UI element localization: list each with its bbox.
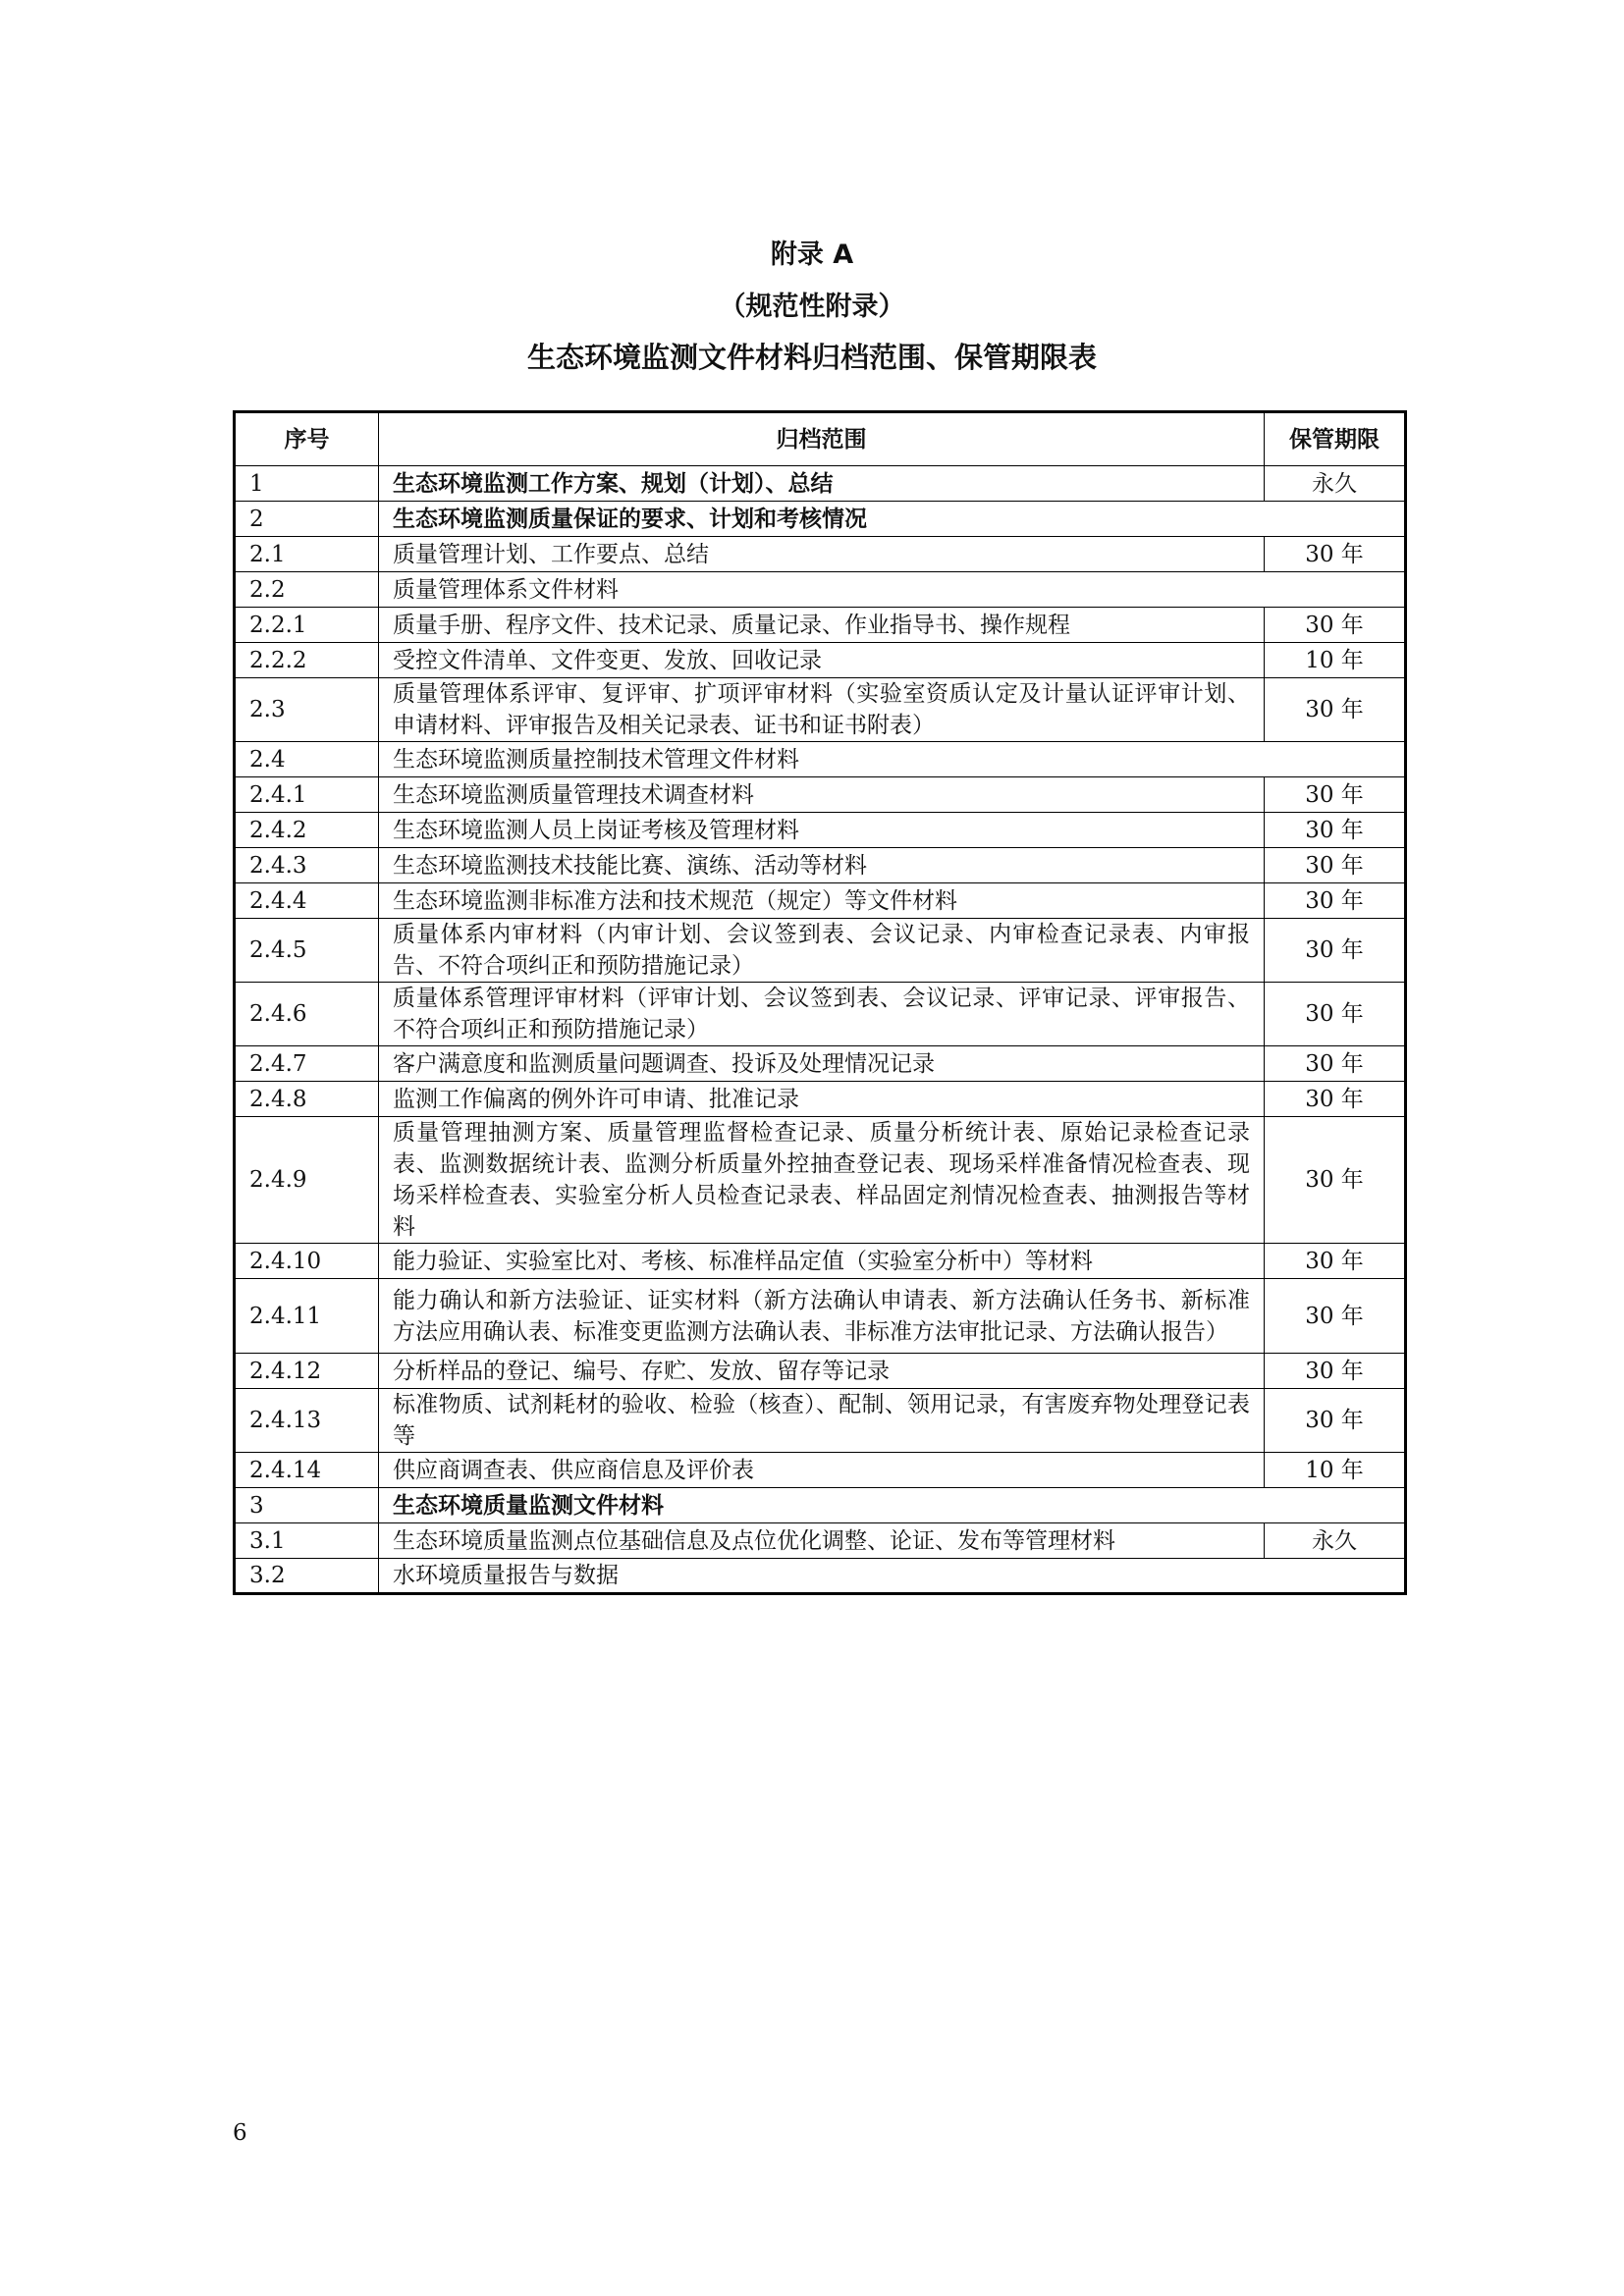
table-row [235,983,1406,1046]
table-row [235,572,1406,608]
table-body [235,466,1406,1594]
row-scope: 水环境质量报告与数据 [379,1559,1406,1594]
row-retention-period: 30 年 [1265,1082,1406,1117]
row-scope: 监测工作偏离的例外许可申请、批准记录 [379,1082,1265,1117]
table-row [235,813,1406,848]
row-number: 2.4.14 [235,1453,379,1488]
table-row [235,608,1406,643]
table-row [235,1354,1406,1389]
row-scope: 生态环境监测工作方案、规划（计划）、总结 [379,466,1265,502]
row-number: 2.4.11 [235,1279,379,1354]
table-row [235,678,1406,742]
row-number: 2.4.10 [235,1244,379,1279]
table-row [235,1046,1406,1082]
row-scope: 生态环境监测质量控制技术管理文件材料 [379,742,1406,777]
row-retention-period: 30 年 [1265,919,1406,983]
column-header-scope: 归档范围 [379,412,1265,466]
row-scope: 生态环境监测人员上岗证考核及管理材料 [379,813,1265,848]
table-row [235,919,1406,983]
row-scope: 生态环境质量监测文件材料 [379,1488,1406,1523]
appendix-label: 附录 A [770,240,854,270]
row-retention-period: 30 年 [1265,1389,1406,1453]
row-scope: 质量体系管理评审材料（评审计划、会议签到表、会议记录、评审记录、评审报告、不符合项纠正和预防措施记录） [379,983,1265,1046]
row-scope: 生态环境监测非标准方法和技术规范（规定）等文件材料 [379,883,1265,919]
row-retention-period: 10 年 [1265,1453,1406,1488]
row-retention-period: 30 年 [1265,1354,1406,1389]
row-scope: 供应商调查表、供应商信息及评价表 [379,1453,1265,1488]
row-number: 3 [235,1488,379,1523]
table-row [235,1453,1406,1488]
row-number: 2.3 [235,678,379,742]
table-row [235,1082,1406,1117]
table-row [235,1279,1406,1354]
page-number: 6 [233,2120,247,2146]
table-row [235,1117,1406,1244]
row-scope: 质量管理体系评审、复评审、扩项评审材料（实验室资质认定及计量认证评审计划、申请材料、评审报告及相关记录表、证书和证书附表） [379,678,1265,742]
row-retention-period: 30 年 [1265,1117,1406,1244]
row-number: 2.2 [235,572,379,608]
table-row [235,466,1406,502]
row-retention-period: 30 年 [1265,983,1406,1046]
row-retention-period: 永久 [1265,466,1406,502]
row-scope: 生态环境监测质量管理技术调查材料 [379,777,1265,813]
row-retention-period: 30 年 [1265,537,1406,572]
row-number: 2.4.1 [235,777,379,813]
row-scope: 质量管理抽测方案、质量管理监督检查记录、质量分析统计表、原始记录检查记录表、监测数据统计表、监测分析质量外控抽查登记表、现场采样准备情况检查表、现场采样检查表、实验室分析人员检查记录表、样品固定剂情况检查表、抽测报告等材料 [379,1117,1265,1244]
row-scope: 能力确认和新方法验证、证实材料（新方法确认申请表、新方法确认任务书、新标准方法应用确认表、标准变更监测方法确认表、非标准方法审批记录、方法确认报告） [379,1279,1265,1354]
table-row [235,883,1406,919]
table-row [235,1488,1406,1523]
row-retention-period: 30 年 [1265,813,1406,848]
row-number: 2.1 [235,537,379,572]
row-retention-period: 30 年 [1265,678,1406,742]
row-scope: 质量管理计划、工作要点、总结 [379,537,1265,572]
row-number: 2.2.2 [235,643,379,678]
row-retention-period: 30 年 [1265,848,1406,883]
row-scope: 生态环境监测质量保证的要求、计划和考核情况 [379,502,1406,537]
table-row [235,848,1406,883]
table-title: 生态环境监测文件材料归档范围、保管期限表 [526,341,1097,374]
row-number: 3.2 [235,1559,379,1594]
row-number: 2.4.7 [235,1046,379,1082]
row-scope: 生态环境质量监测点位基础信息及点位优化调整、论证、发布等管理材料 [379,1523,1265,1559]
row-number: 2.4.8 [235,1082,379,1117]
row-retention-period: 30 年 [1265,1244,1406,1279]
row-retention-period: 10 年 [1265,643,1406,678]
row-retention-period: 30 年 [1265,608,1406,643]
table-row [235,1244,1406,1279]
row-scope: 客户满意度和监测质量问题调查、投诉及处理情况记录 [379,1046,1265,1082]
row-scope: 生态环境监测技术技能比赛、演练、活动等材料 [379,848,1265,883]
row-number: 2.4.12 [235,1354,379,1389]
row-scope: 受控文件清单、文件变更、发放、回收记录 [379,643,1265,678]
column-header-number: 序号 [235,412,379,466]
table-row [235,537,1406,572]
row-number: 2.4.2 [235,813,379,848]
row-number: 2.4.4 [235,883,379,919]
table-row [235,1523,1406,1559]
row-number: 2.4.5 [235,919,379,983]
row-number: 3.1 [235,1523,379,1559]
row-number: 2.4.3 [235,848,379,883]
table-row [235,742,1406,777]
table-header-row [235,412,1406,466]
row-number: 2.4 [235,742,379,777]
row-scope: 标准物质、试剂耗材的验收、检验（核查）、配制、领用记录，有害废弃物处理登记表等 [379,1389,1265,1453]
column-header-period: 保管期限 [1265,412,1406,466]
row-retention-period: 30 年 [1265,777,1406,813]
row-number: 2.4.6 [235,983,379,1046]
table-row [235,643,1406,678]
row-retention-period: 30 年 [1265,1279,1406,1354]
row-retention-period: 永久 [1265,1523,1406,1559]
row-number: 2.4.9 [235,1117,379,1244]
table-row [235,502,1406,537]
row-scope: 分析样品的登记、编号、存贮、发放、留存等记录 [379,1354,1265,1389]
row-scope: 质量体系内审材料（内审计划、会议签到表、会议记录、内审检查记录表、内审报告、不符合项纠正和预防措施记录） [379,919,1265,983]
row-scope: 质量手册、程序文件、技术记录、质量记录、作业指导书、操作规程 [379,608,1265,643]
table-row [235,1389,1406,1453]
row-retention-period: 30 年 [1265,883,1406,919]
row-number: 1 [235,466,379,502]
row-number: 2.4.13 [235,1389,379,1453]
table-row [235,1559,1406,1594]
row-scope: 质量管理体系文件材料 [379,572,1406,608]
appendix-type: （规范性附录） [719,292,905,322]
row-number: 2 [235,502,379,537]
table-row [235,777,1406,813]
row-scope: 能力验证、实验室比对、考核、标准样品定值（实验室分析中）等材料 [379,1244,1265,1279]
row-retention-period: 30 年 [1265,1046,1406,1082]
archive-retention-table [233,410,1407,1595]
row-number: 2.2.1 [235,608,379,643]
